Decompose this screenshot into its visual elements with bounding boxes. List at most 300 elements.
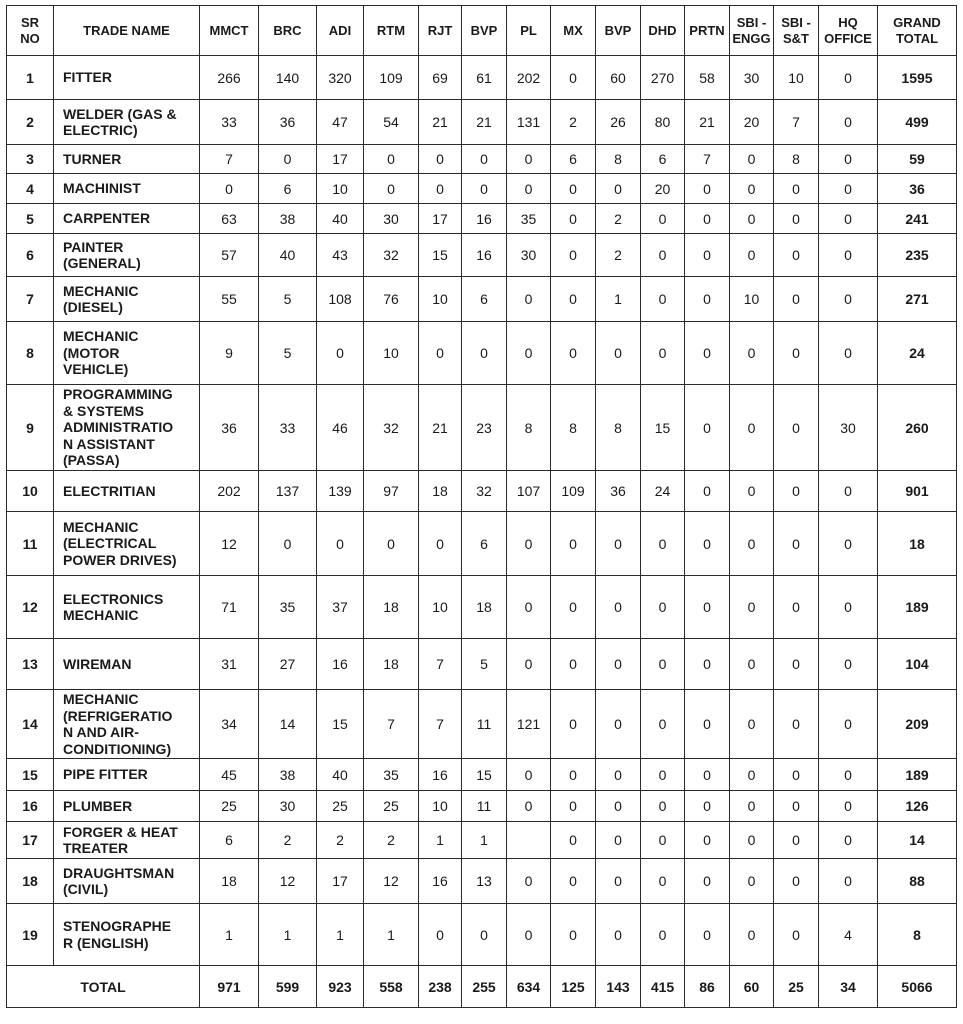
value-cell: 0 xyxy=(200,174,259,204)
value-cell: 0 xyxy=(685,576,730,639)
header-hq-office: HQ OFFICE xyxy=(819,6,878,56)
column-total-cell: 86 xyxy=(685,966,730,1008)
value-cell: 40 xyxy=(317,759,364,791)
value-cell: 46 xyxy=(317,385,364,471)
trade-name-cell: PAINTER (GENERAL) xyxy=(54,234,200,277)
trade-name-cell: MECHANIC (REFRIGERATIO N AND AIR- CONDITIONING) xyxy=(54,690,200,759)
value-cell: 0 xyxy=(596,576,641,639)
value-cell: 11 xyxy=(462,791,507,822)
value-cell: 137 xyxy=(259,471,317,512)
value-cell: 0 xyxy=(551,859,596,904)
value-cell: 202 xyxy=(200,471,259,512)
grand-total-cell: 260 xyxy=(878,385,957,471)
value-cell: 0 xyxy=(596,512,641,576)
table-row xyxy=(7,471,957,512)
value-cell: 0 xyxy=(551,512,596,576)
value-cell: 0 xyxy=(507,904,551,966)
value-cell: 30 xyxy=(364,204,419,234)
trade-name-cell: PLUMBER xyxy=(54,791,200,822)
value-cell: 0 xyxy=(685,512,730,576)
value-cell: 0 xyxy=(685,690,730,759)
value-cell: 8 xyxy=(551,385,596,471)
sr-no-cell: 7 xyxy=(7,277,54,322)
value-cell: 2 xyxy=(596,234,641,277)
value-cell: 0 xyxy=(774,822,819,859)
column-total-cell: 125 xyxy=(551,966,596,1008)
value-cell: 6 xyxy=(551,145,596,174)
value-cell: 1 xyxy=(419,822,462,859)
value-cell: 38 xyxy=(259,759,317,791)
value-cell: 4 xyxy=(819,904,878,966)
grand-total-cell: 88 xyxy=(878,859,957,904)
value-cell: 0 xyxy=(507,759,551,791)
value-cell: 107 xyxy=(507,471,551,512)
value-cell: 18 xyxy=(364,639,419,690)
value-cell: 0 xyxy=(641,277,685,322)
trade-name-cell: WIREMAN xyxy=(54,639,200,690)
value-cell: 0 xyxy=(551,322,596,385)
value-cell: 0 xyxy=(774,471,819,512)
grand-total-cell: 18 xyxy=(878,512,957,576)
value-cell: 140 xyxy=(259,56,317,100)
table-row xyxy=(7,512,957,576)
value-cell: 30 xyxy=(730,56,774,100)
grand-total-cell: 209 xyxy=(878,690,957,759)
value-cell: 1 xyxy=(462,822,507,859)
totals-label: TOTAL xyxy=(7,966,200,1008)
value-cell: 1 xyxy=(259,904,317,966)
value-cell: 0 xyxy=(641,904,685,966)
header-trade-name: TRADE NAME xyxy=(54,6,200,56)
value-cell: 1 xyxy=(364,904,419,966)
value-cell: 0 xyxy=(685,322,730,385)
value-cell: 0 xyxy=(819,822,878,859)
sr-no-cell: 5 xyxy=(7,204,54,234)
column-total-cell: 238 xyxy=(419,966,462,1008)
sr-no-cell: 13 xyxy=(7,639,54,690)
value-cell: 0 xyxy=(730,759,774,791)
value-cell: 0 xyxy=(462,145,507,174)
grand-total-sum-cell: 5066 xyxy=(878,966,957,1008)
value-cell: 0 xyxy=(419,322,462,385)
value-cell: 0 xyxy=(774,512,819,576)
header-grand-total: GRAND TOTAL xyxy=(878,6,957,56)
value-cell: 7 xyxy=(685,145,730,174)
value-cell: 0 xyxy=(819,859,878,904)
value-cell: 0 xyxy=(730,145,774,174)
value-cell: 36 xyxy=(200,385,259,471)
value-cell: 0 xyxy=(774,322,819,385)
value-cell: 131 xyxy=(507,100,551,145)
trade-vacancy-table xyxy=(6,5,957,1008)
value-cell: 0 xyxy=(551,576,596,639)
value-cell: 30 xyxy=(259,791,317,822)
value-cell: 0 xyxy=(730,322,774,385)
header-pl: PL xyxy=(507,6,551,56)
value-cell: 5 xyxy=(259,322,317,385)
grand-total-cell: 1595 xyxy=(878,56,957,100)
column-total-cell: 25 xyxy=(774,966,819,1008)
value-cell: 1 xyxy=(317,904,364,966)
value-cell: 35 xyxy=(259,576,317,639)
value-cell: 36 xyxy=(259,100,317,145)
value-cell: 0 xyxy=(730,385,774,471)
value-cell: 6 xyxy=(259,174,317,204)
header-bvp-2: BVP xyxy=(596,6,641,56)
value-cell: 20 xyxy=(730,100,774,145)
value-cell: 55 xyxy=(200,277,259,322)
value-cell: 15 xyxy=(317,690,364,759)
value-cell: 21 xyxy=(685,100,730,145)
value-cell: 23 xyxy=(462,385,507,471)
value-cell: 0 xyxy=(551,639,596,690)
header-dhd: DHD xyxy=(641,6,685,56)
value-cell: 0 xyxy=(819,690,878,759)
header-rtm: RTM xyxy=(364,6,419,56)
value-cell: 0 xyxy=(364,174,419,204)
value-cell: 0 xyxy=(730,639,774,690)
value-cell: 270 xyxy=(641,56,685,100)
value-cell: 69 xyxy=(419,56,462,100)
value-cell: 0 xyxy=(774,204,819,234)
value-cell: 17 xyxy=(317,859,364,904)
value-cell: 0 xyxy=(685,791,730,822)
value-cell: 0 xyxy=(774,174,819,204)
value-cell: 61 xyxy=(462,56,507,100)
value-cell: 266 xyxy=(200,56,259,100)
value-cell: 18 xyxy=(462,576,507,639)
value-cell: 0 xyxy=(551,791,596,822)
value-cell: 7 xyxy=(419,690,462,759)
value-cell: 33 xyxy=(200,100,259,145)
value-cell: 80 xyxy=(641,100,685,145)
table-row xyxy=(7,639,957,690)
sr-no-cell: 4 xyxy=(7,174,54,204)
value-cell: 1 xyxy=(200,904,259,966)
value-cell: 0 xyxy=(507,277,551,322)
value-cell: 30 xyxy=(819,385,878,471)
table-row xyxy=(7,904,957,966)
value-cell: 2 xyxy=(551,100,596,145)
value-cell: 15 xyxy=(462,759,507,791)
value-cell: 47 xyxy=(317,100,364,145)
value-cell: 0 xyxy=(819,576,878,639)
value-cell: 18 xyxy=(364,576,419,639)
header-sr-no: SR NO xyxy=(7,6,54,56)
value-cell: 0 xyxy=(551,904,596,966)
value-cell: 40 xyxy=(259,234,317,277)
value-cell: 0 xyxy=(507,322,551,385)
value-cell: 0 xyxy=(551,234,596,277)
value-cell: 0 xyxy=(685,904,730,966)
value-cell: 30 xyxy=(507,234,551,277)
value-cell: 10 xyxy=(317,174,364,204)
value-cell: 2 xyxy=(364,822,419,859)
value-cell: 6 xyxy=(462,512,507,576)
value-cell: 0 xyxy=(819,471,878,512)
value-cell: 57 xyxy=(200,234,259,277)
value-cell: 0 xyxy=(419,145,462,174)
table-row xyxy=(7,322,957,385)
sr-no-cell: 16 xyxy=(7,791,54,822)
value-cell: 27 xyxy=(259,639,317,690)
value-cell: 11 xyxy=(462,690,507,759)
value-cell: 10 xyxy=(774,56,819,100)
value-cell: 0 xyxy=(364,145,419,174)
sr-no-cell: 1 xyxy=(7,56,54,100)
grand-total-cell: 189 xyxy=(878,576,957,639)
value-cell: 0 xyxy=(507,791,551,822)
value-cell: 8 xyxy=(596,385,641,471)
value-cell: 16 xyxy=(419,859,462,904)
value-cell: 0 xyxy=(596,322,641,385)
header-sbi-st: SBI - S&T xyxy=(774,6,819,56)
value-cell: 0 xyxy=(730,174,774,204)
value-cell: 10 xyxy=(730,277,774,322)
grand-total-cell: 14 xyxy=(878,822,957,859)
value-cell: 0 xyxy=(730,859,774,904)
value-cell: 0 xyxy=(596,690,641,759)
trade-name-cell: WELDER (GAS & ELECTRIC) xyxy=(54,100,200,145)
value-cell: 0 xyxy=(685,174,730,204)
value-cell: 76 xyxy=(364,277,419,322)
value-cell: 21 xyxy=(419,100,462,145)
sr-no-cell: 8 xyxy=(7,322,54,385)
value-cell: 0 xyxy=(259,145,317,174)
value-cell: 38 xyxy=(259,204,317,234)
value-cell xyxy=(507,822,551,859)
value-cell: 71 xyxy=(200,576,259,639)
sr-no-cell: 17 xyxy=(7,822,54,859)
value-cell: 17 xyxy=(317,145,364,174)
table-row xyxy=(7,145,957,174)
value-cell: 0 xyxy=(819,204,878,234)
value-cell: 16 xyxy=(462,204,507,234)
trade-name-cell: TURNER xyxy=(54,145,200,174)
value-cell: 0 xyxy=(596,174,641,204)
value-cell: 97 xyxy=(364,471,419,512)
value-cell: 14 xyxy=(259,690,317,759)
value-cell: 63 xyxy=(200,204,259,234)
table-row xyxy=(7,204,957,234)
header-prtn: PRTN xyxy=(685,6,730,56)
value-cell: 0 xyxy=(551,759,596,791)
value-cell: 0 xyxy=(596,822,641,859)
value-cell: 0 xyxy=(774,904,819,966)
grand-total-cell: 189 xyxy=(878,759,957,791)
trade-table-container xyxy=(6,5,957,1008)
sr-no-cell: 11 xyxy=(7,512,54,576)
column-total-cell: 599 xyxy=(259,966,317,1008)
sr-no-cell: 9 xyxy=(7,385,54,471)
value-cell: 16 xyxy=(317,639,364,690)
value-cell: 108 xyxy=(317,277,364,322)
trade-name-cell: MECHANIC (ELECTRICAL POWER DRIVES) xyxy=(54,512,200,576)
value-cell: 0 xyxy=(819,234,878,277)
sr-no-cell: 18 xyxy=(7,859,54,904)
value-cell: 109 xyxy=(551,471,596,512)
grand-total-cell: 901 xyxy=(878,471,957,512)
value-cell: 13 xyxy=(462,859,507,904)
totals-row xyxy=(7,966,957,1008)
value-cell: 24 xyxy=(641,471,685,512)
value-cell: 0 xyxy=(419,512,462,576)
value-cell: 7 xyxy=(419,639,462,690)
value-cell: 5 xyxy=(259,277,317,322)
value-cell: 7 xyxy=(364,690,419,759)
value-cell: 7 xyxy=(200,145,259,174)
table-row xyxy=(7,759,957,791)
value-cell: 0 xyxy=(507,174,551,204)
sr-no-cell: 2 xyxy=(7,100,54,145)
value-cell: 0 xyxy=(774,385,819,471)
value-cell: 8 xyxy=(774,145,819,174)
value-cell: 0 xyxy=(819,56,878,100)
value-cell: 20 xyxy=(641,174,685,204)
value-cell: 0 xyxy=(596,759,641,791)
trade-name-cell: STENOGRAPHE R (ENGLISH) xyxy=(54,904,200,966)
table-row xyxy=(7,690,957,759)
value-cell: 31 xyxy=(200,639,259,690)
value-cell: 0 xyxy=(641,322,685,385)
value-cell: 0 xyxy=(551,174,596,204)
column-total-cell: 415 xyxy=(641,966,685,1008)
value-cell: 6 xyxy=(462,277,507,322)
value-cell: 0 xyxy=(596,791,641,822)
value-cell: 0 xyxy=(507,639,551,690)
grand-total-cell: 241 xyxy=(878,204,957,234)
table-row xyxy=(7,56,957,100)
trade-name-cell: ELECTRONICS MECHANIC xyxy=(54,576,200,639)
value-cell: 0 xyxy=(596,859,641,904)
value-cell: 5 xyxy=(462,639,507,690)
value-cell: 0 xyxy=(641,234,685,277)
value-cell: 0 xyxy=(685,822,730,859)
sr-no-cell: 19 xyxy=(7,904,54,966)
sr-no-cell: 12 xyxy=(7,576,54,639)
value-cell: 0 xyxy=(730,791,774,822)
value-cell: 0 xyxy=(819,639,878,690)
sr-no-cell: 3 xyxy=(7,145,54,174)
header-adi: ADI xyxy=(317,6,364,56)
value-cell: 2 xyxy=(317,822,364,859)
value-cell: 6 xyxy=(200,822,259,859)
value-cell: 0 xyxy=(730,234,774,277)
value-cell: 1 xyxy=(596,277,641,322)
value-cell: 34 xyxy=(200,690,259,759)
value-cell: 0 xyxy=(507,576,551,639)
value-cell: 45 xyxy=(200,759,259,791)
value-cell: 0 xyxy=(819,174,878,204)
value-cell: 0 xyxy=(774,859,819,904)
value-cell: 10 xyxy=(364,322,419,385)
table-body xyxy=(7,56,957,1008)
table-header-row xyxy=(7,6,957,56)
value-cell: 0 xyxy=(364,512,419,576)
trade-name-cell: MECHANIC (MOTOR VEHICLE) xyxy=(54,322,200,385)
value-cell: 35 xyxy=(364,759,419,791)
value-cell: 202 xyxy=(507,56,551,100)
value-cell: 7 xyxy=(774,100,819,145)
header-bvp: BVP xyxy=(462,6,507,56)
value-cell: 0 xyxy=(819,512,878,576)
sr-no-cell: 14 xyxy=(7,690,54,759)
grand-total-cell: 499 xyxy=(878,100,957,145)
value-cell: 0 xyxy=(641,639,685,690)
value-cell: 35 xyxy=(507,204,551,234)
sr-no-cell: 10 xyxy=(7,471,54,512)
value-cell: 320 xyxy=(317,56,364,100)
grand-total-cell: 126 xyxy=(878,791,957,822)
trade-name-cell: DRAUGHTSMAN (CIVIL) xyxy=(54,859,200,904)
value-cell: 6 xyxy=(641,145,685,174)
value-cell: 0 xyxy=(819,791,878,822)
value-cell: 0 xyxy=(551,690,596,759)
value-cell: 0 xyxy=(507,512,551,576)
value-cell: 0 xyxy=(551,56,596,100)
value-cell: 0 xyxy=(730,512,774,576)
table-row xyxy=(7,576,957,639)
value-cell: 139 xyxy=(317,471,364,512)
value-cell: 25 xyxy=(200,791,259,822)
value-cell: 0 xyxy=(730,576,774,639)
table-row xyxy=(7,859,957,904)
grand-total-cell: 36 xyxy=(878,174,957,204)
value-cell: 0 xyxy=(551,822,596,859)
value-cell: 15 xyxy=(641,385,685,471)
value-cell: 0 xyxy=(596,904,641,966)
trade-name-cell: MECHANIC (DIESEL) xyxy=(54,277,200,322)
header-sbi-engg: SBI - ENGG xyxy=(730,6,774,56)
column-total-cell: 971 xyxy=(200,966,259,1008)
value-cell: 2 xyxy=(259,822,317,859)
value-cell: 0 xyxy=(730,471,774,512)
grand-total-cell: 104 xyxy=(878,639,957,690)
column-total-cell: 634 xyxy=(507,966,551,1008)
value-cell: 0 xyxy=(730,690,774,759)
value-cell: 40 xyxy=(317,204,364,234)
value-cell: 43 xyxy=(317,234,364,277)
value-cell: 0 xyxy=(419,174,462,204)
value-cell: 0 xyxy=(819,322,878,385)
value-cell: 25 xyxy=(317,791,364,822)
table-row xyxy=(7,822,957,859)
value-cell: 121 xyxy=(507,690,551,759)
value-cell: 0 xyxy=(685,759,730,791)
value-cell: 0 xyxy=(819,759,878,791)
value-cell: 16 xyxy=(419,759,462,791)
value-cell: 21 xyxy=(462,100,507,145)
grand-total-cell: 24 xyxy=(878,322,957,385)
value-cell: 0 xyxy=(774,639,819,690)
header-mx: MX xyxy=(551,6,596,56)
grand-total-cell: 235 xyxy=(878,234,957,277)
value-cell: 0 xyxy=(685,277,730,322)
table-row xyxy=(7,174,957,204)
value-cell: 0 xyxy=(774,690,819,759)
value-cell: 32 xyxy=(462,471,507,512)
column-total-cell: 60 xyxy=(730,966,774,1008)
value-cell: 17 xyxy=(419,204,462,234)
value-cell: 12 xyxy=(364,859,419,904)
value-cell: 0 xyxy=(641,512,685,576)
value-cell: 0 xyxy=(596,639,641,690)
value-cell: 18 xyxy=(200,859,259,904)
trade-name-cell: FITTER xyxy=(54,56,200,100)
column-total-cell: 923 xyxy=(317,966,364,1008)
value-cell: 0 xyxy=(685,204,730,234)
header-brc: BRC xyxy=(259,6,317,56)
